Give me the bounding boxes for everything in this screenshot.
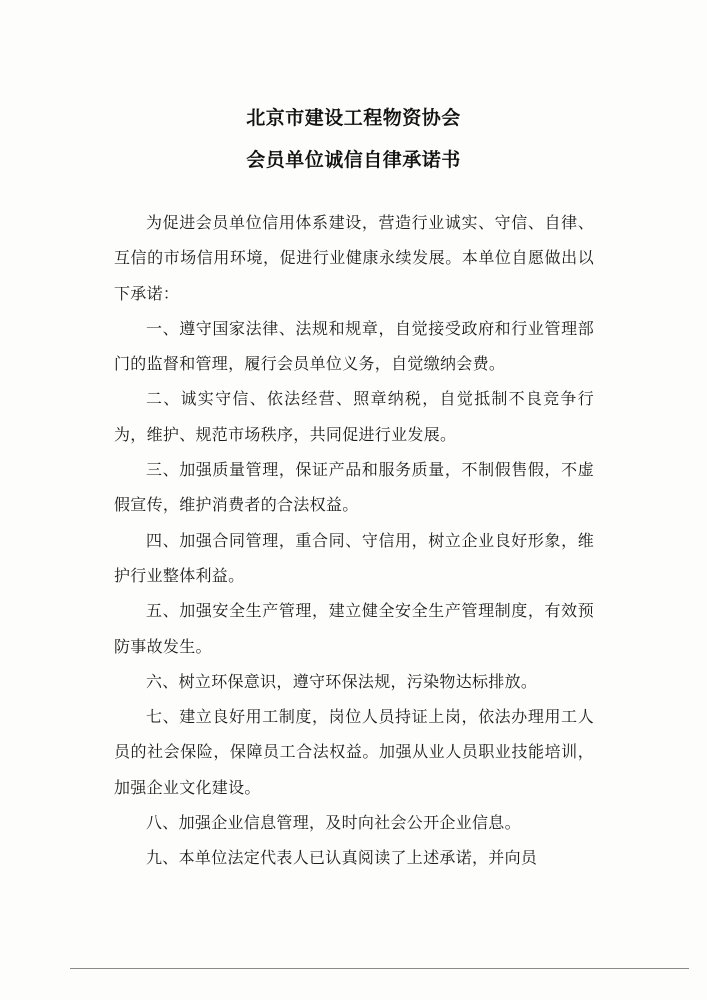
commitment-4: 四、加强合同管理，重合同、守信用，树立企业良好形象，维护行业整体利益。 (114, 530, 594, 585)
commitment-5: 五、加强安全生产管理，建立健全安全生产管理制度，有效预防事故发生。 (114, 601, 594, 656)
commitment-3: 三、加强质量管理，保证产品和服务质量，不制假售假，不虚假宣传，维护消费者的合法权益。 (114, 460, 594, 515)
document-title-line-2: 会员单位诚信自律承诺书 (246, 149, 461, 171)
scan-edge-line (70, 968, 689, 969)
commitment-8: 八、加强企业信息管理，及时向社会公开企业信息。 (146, 813, 521, 833)
document-title-line-1: 北京市建设工程物资协会 (246, 107, 461, 129)
commitment-2: 二、诚实守信、依法经营、照章纳税，自觉抵制不良竞争行为，维护、规范市场秩序，共同促进行业发展。 (114, 389, 594, 444)
document-body (114, 205, 594, 876)
commitment-7: 七、建立良好用工制度，岗位人员持证上岗，依法办理用工人员的社会保险，保障员工合法权益。加强从业人员职业技能培训，加强企业文化建设。 (114, 707, 594, 797)
intro-paragraph: 为促进会员单位信用体系建设，营造行业诚实、守信、自律、互信的市场信用环境，促进行业健康永续发展。本单位自愿做出以下承诺： (114, 213, 594, 303)
commitment-1: 一、遵守国家法律、法规和规章，自觉接受政府和行业管理部门的监督和管理，履行会员单位义务，自觉缴纳会费。 (114, 318, 594, 374)
commitment-9: 九、本单位法定代表人已认真阅读了上述承诺，并向员 (146, 848, 538, 868)
commitment-6: 六、树立环保意识，遵守环保法规，污染物达标排放。 (146, 671, 538, 691)
